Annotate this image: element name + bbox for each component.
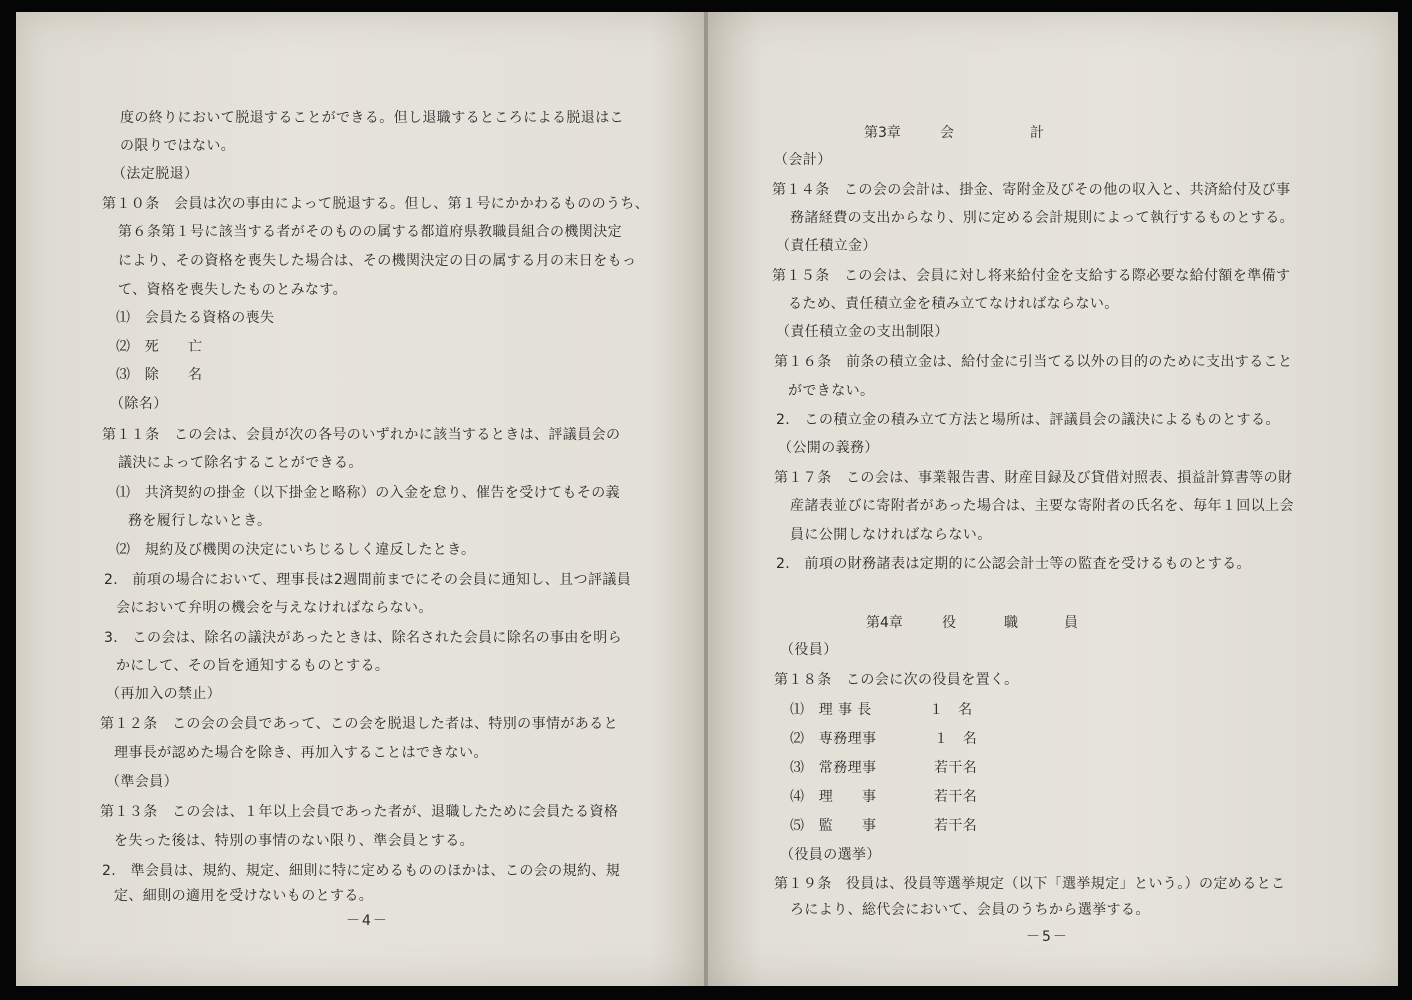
section-heading: （責任積立金の支出制限） <box>776 324 949 340</box>
section-heading: （会計） <box>774 152 832 168</box>
text-line: て、資格を喪失したものとみなす。 <box>118 282 347 298</box>
section-heading: （除名） <box>110 396 168 412</box>
text-line: 第１７条 この会は、事業報告書、財産目録及び貸借対照表、損益計算書等の財 <box>774 470 1293 486</box>
page-number: －5－ <box>1026 929 1069 945</box>
section-heading: （役員） <box>780 642 838 658</box>
text-line: かにして、その旨を通知するものとする。 <box>116 658 390 674</box>
text-line: ろにより、総代会において、会員のうちから選挙する。 <box>790 902 1150 918</box>
text-line: 第１４条 この会の会計は、掛金、寄附金及びその他の収入と、共済給付及び事 <box>772 182 1291 198</box>
text-line: により、その資格を喪失した場合は、その機関決定の日の属する月の末日をもっ <box>118 253 637 269</box>
text-line: 第１０条 会員は次の事由によって脱退する。但し、第１号にかかわるもののうち、 <box>102 196 650 212</box>
text-line: 2. 前項の財務諸表は定期的に公認会計士等の監査を受けるものとする。 <box>776 556 1251 572</box>
page-number: －4－ <box>346 913 389 929</box>
chapter-heading <box>708 122 1398 144</box>
text-line: の限りではない。 <box>120 138 236 154</box>
list-item: ⑵ 死 亡 <box>116 339 203 355</box>
officer-row: ⑷ 理 事 若干名 <box>790 789 978 805</box>
text-line: 務諸経費の支出からなり、別に定める会計規則によって執行するものとする。 <box>790 210 1294 226</box>
officer-row: ⑴ 理 事 長 １ 名 <box>790 702 973 718</box>
chapter-title-char: 職 <box>1004 615 1018 631</box>
chapter-title-char: 役 <box>942 615 956 631</box>
text-line: 第１８条 この会に次の役員を置く。 <box>774 672 1019 688</box>
text-line: 第１３条 この会は、１年以上会員であった者が、退職したために会員たる資格 <box>100 804 619 820</box>
chapter-title-char: 計 <box>1030 125 1044 141</box>
text-line: 第１２条 この会の会員であって、この会を脱退した者は、特別の事情があると <box>100 716 618 732</box>
text-line: を失った後は、特別の事情のない限り、準会員とする。 <box>114 833 474 849</box>
left-page <box>16 12 706 986</box>
text-line: 3. この会は、除名の議決があったときは、除名された会員に除名の事由を明ら <box>104 630 623 646</box>
section-heading: （準会員） <box>106 774 178 790</box>
officer-row: ⑸ 監 事 若干名 <box>790 818 978 834</box>
text-line: 会において弁明の機会を与えなければならない。 <box>116 600 433 616</box>
chapter-heading <box>708 612 1398 634</box>
section-heading: （責任積立金） <box>776 238 877 254</box>
list-item: ⑴ 会員たる資格の喪失 <box>116 310 275 326</box>
text-line: 第６条第１号に該当する者がそのものの属する都道府県教職員組合の機関決定 <box>118 224 622 240</box>
chapter-title-char: 員 <box>1064 615 1078 631</box>
text-line: 2. 前項の場合において、理事長は2週間前までにその会員に通知し、且つ評議員 <box>104 572 632 588</box>
text-line: 議決によって除名することができる。 <box>118 455 363 471</box>
chapter-title-char: 会 <box>940 125 954 141</box>
text-line: 理事長が認めた場合を除き、再加入することはできない。 <box>114 745 488 761</box>
section-heading: （再加入の禁止） <box>106 686 222 702</box>
text-line: 第１９条 役員は、役員等選挙規定（以下「選挙規定」という。）の定めるとこ <box>774 876 1286 892</box>
section-heading: （法定脱退） <box>112 166 199 182</box>
section-heading: （公開の義務） <box>778 440 879 456</box>
text-line: 2. 準会員は、規約、規定、細則に特に定めるもののほかは、この会の規約、規 <box>102 863 621 879</box>
text-line: 務を履行しないとき。 <box>128 513 272 529</box>
right-page <box>708 12 1398 986</box>
text-line: ができない。 <box>788 383 875 399</box>
list-item: ⑴ 共済契約の掛金（以下掛金と略称）の入金を怠り、催告を受けてもその義 <box>116 485 620 501</box>
chapter-number: 第4章 <box>866 615 903 631</box>
text-line: 第１６条 前条の積立金は、給付金に引当てる以外の目的のために支出すること <box>774 354 1293 370</box>
text-line: 度の終りにおいて脱退することができる。但し退職するところによる脱退はこ <box>120 110 624 126</box>
officer-row: ⑵ 専務理事 １ 名 <box>790 731 978 747</box>
chapter-number: 第3章 <box>864 125 901 141</box>
text-line: 2. この積立金の積み立て方法と場所は、評議員会の議決によるものとする。 <box>776 412 1280 428</box>
text-line: 員に公開しなければならない。 <box>790 527 992 543</box>
text-line: 第１１条 この会は、会員が次の各号のいずれかに該当するときは、評議員会の <box>102 427 621 443</box>
section-heading: （役員の選挙） <box>780 847 881 863</box>
text-line: るため、責任積立金を積み立てなければならない。 <box>788 296 1119 312</box>
text-line: 産諸表並びに寄附者があった場合は、主要な寄附者の氏名を、毎年１回以上会 <box>790 498 1294 514</box>
list-item: ⑵ 規約及び機関の決定にいちじるしく違反したとき。 <box>116 542 476 558</box>
text-line: 第１５条 この会は、会員に対し将来給付金を支給する際必要な給付額を準備す <box>772 268 1291 284</box>
text-line: 定、細則の適用を受けないものとする。 <box>114 888 374 904</box>
officer-row: ⑶ 常務理事 若干名 <box>790 760 978 776</box>
list-item: ⑶ 除 名 <box>116 367 203 383</box>
